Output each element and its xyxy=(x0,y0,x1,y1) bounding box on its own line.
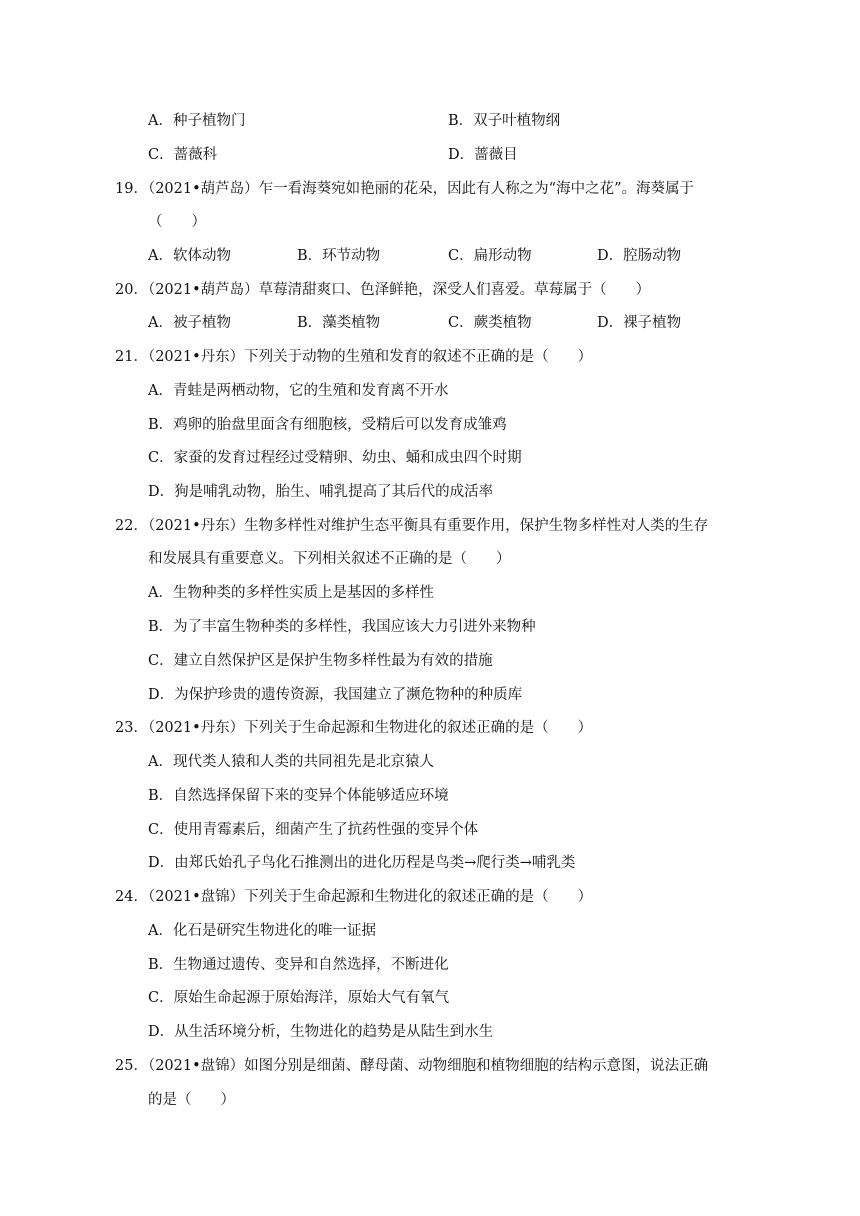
q24-stem: 24．（2021•盘锦）下列关于生命起源和生物进化的叙述正确的是（ ） xyxy=(115,889,593,905)
q24-option-b: B．生物通过遗传、变异和自然选择，不断进化 xyxy=(148,957,449,973)
q18-option-b: B．双子叶植物纲 xyxy=(448,113,561,129)
q18-option-d: D．蔷薇目 xyxy=(448,147,518,163)
q25-stem-cont: 的是（ ） xyxy=(148,1092,235,1108)
q22-stem: 22．（2021•丹东）生物多样性对维护生态平衡具有重要作用，保护生物多样性对人类的生存 xyxy=(115,518,709,534)
q23-stem: 23．（2021•丹东）下列关于生命起源和生物进化的叙述正确的是（ ） xyxy=(115,720,593,736)
q19-stem: 19．（2021•葫芦岛）乍一看海葵宛如艳丽的花朵，因此有人称之为“海中之花”。海葵属于 xyxy=(115,181,694,197)
q19-option-c: C．扁形动物 xyxy=(448,248,532,264)
q19-option-b: B．环节动物 xyxy=(297,248,381,264)
q20-option-a: A．被子植物 xyxy=(148,315,231,331)
q21-option-c: C．家蚕的发育过程经过受精卵、幼虫、蛹和成虫四个时期 xyxy=(148,450,522,466)
q23-option-d: D．由郑氏始孔子鸟化石推测出的进化历程是鸟类→爬行类→哺乳类 xyxy=(148,855,576,871)
q22-option-d: D．为保护珍贵的遗传资源，我国建立了濒危物种的种质库 xyxy=(148,687,523,703)
q19-option-d: D．腔肠动物 xyxy=(597,248,682,264)
q22-option-a: A．生物种类的多样性实质上是基因的多样性 xyxy=(148,585,434,601)
q24-option-a: A．化石是研究生物进化的唯一证据 xyxy=(148,923,376,939)
q23-option-c: C．使用青霉素后，细菌产生了抗药性强的变异个体 xyxy=(148,822,479,838)
q22-option-b: B．为了丰富生物种类的多样性，我国应该大力引进外来物种 xyxy=(148,619,536,635)
q18-option-c: C．蔷薇科 xyxy=(148,147,218,163)
q21-option-d: D．狗是哺乳动物，胎生、哺乳提高了其后代的成活率 xyxy=(148,484,494,500)
q23-option-a: A．现代类人猿和人类的共同祖先是北京猿人 xyxy=(148,754,434,770)
q20-option-b: B．藻类植物 xyxy=(297,315,381,331)
q23-option-b: B．自然选择保留下来的变异个体能够适应环境 xyxy=(148,788,449,804)
q25-stem: 25．（2021•盘锦）如图分别是细菌、酵母菌、动物细胞和植物细胞的结构示意图，说法正确 xyxy=(115,1058,709,1074)
q18-option-a: A．种子植物门 xyxy=(148,113,246,129)
q19-stem-cont: （ ） xyxy=(148,214,206,230)
q20-option-c: C．蕨类植物 xyxy=(448,315,532,331)
q19-option-a: A．软体动物 xyxy=(148,248,231,264)
q22-stem-cont: 和发展具有重要意义。下列相关叙述不正确的是（ ） xyxy=(148,551,511,567)
q24-option-c: C．原始生命起源于原始海洋，原始大气有氧气 xyxy=(148,990,450,1006)
q24-option-d: D．从生活环境分析，生物进化的趋势是从陆生到水生 xyxy=(148,1024,494,1040)
q22-option-c: C．建立自然保护区是保护生物多样性最为有效的措施 xyxy=(148,653,493,669)
q20-option-d: D．裸子植物 xyxy=(597,315,682,331)
q21-option-a: A．青蛙是两栖动物，它的生殖和发育离不开水 xyxy=(148,383,449,399)
q21-option-b: B．鸡卵的胎盘里面含有细胞核，受精后可以发育成雏鸡 xyxy=(148,417,507,433)
q20-stem: 20．（2021•葫芦岛）草莓清甜爽口、色泽鲜艳，深受人们喜爱。草莓属于（ ） xyxy=(115,282,651,298)
q21-stem: 21．（2021•丹东）下列关于动物的生殖和发育的叙述不正确的是（ ） xyxy=(115,349,593,365)
